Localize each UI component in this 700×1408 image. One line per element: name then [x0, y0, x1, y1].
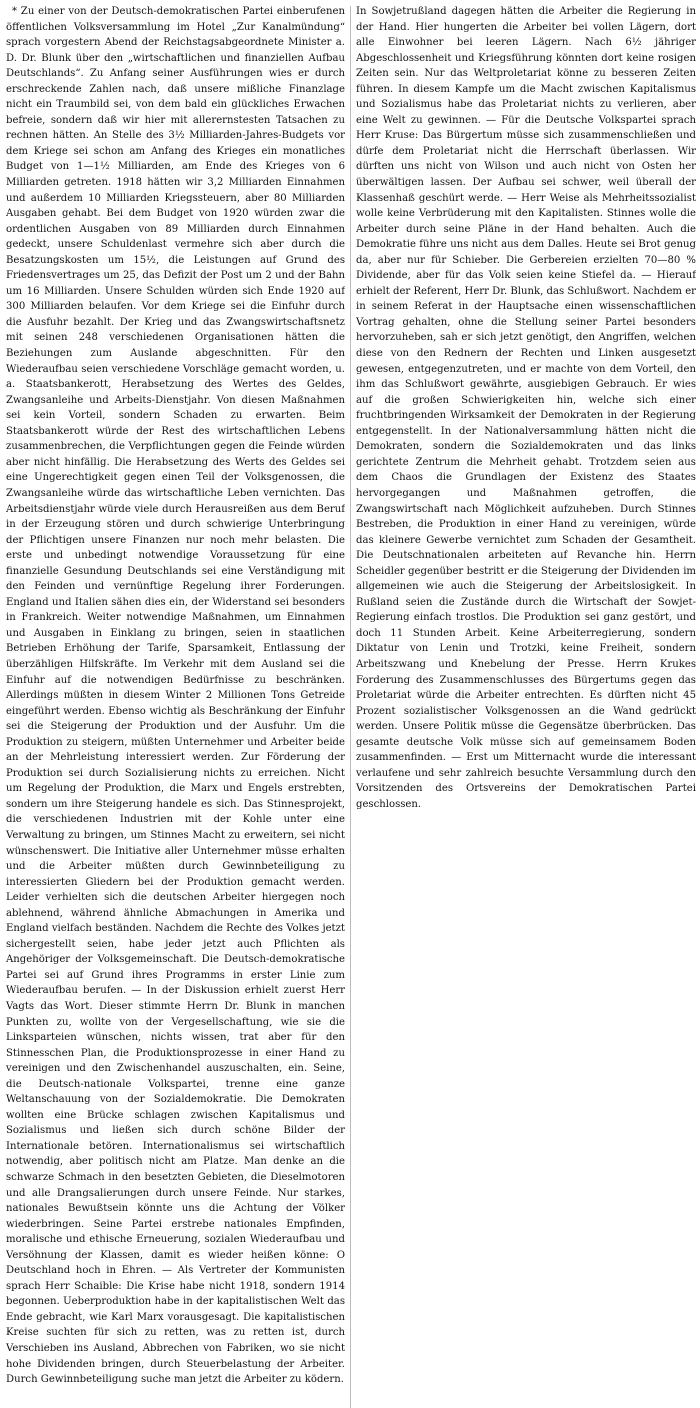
left-column	[6, 4, 345, 1408]
right-column-text: In Sowjetrußland dagegen hätten die Arbeiter die Regierung in der Hand. Hier hungerten die Arbeiter bei vollen Lägern, dort alle Einwohner bei leeren Lägern. Nach 6½ jähriger Abgeschlossenheit und Kriegsführung könnten dort keine rosigen Zeiten sein. Nur das Weltproletariat könne zu besseren Zeiten führen. In diesem Kampfe um die Macht zwischen Kapitalismus und Sozialismus habe das Proletariat nichts zu verlieren, aber eine Welt zu gewinnen. — Für die Deutsche Volkspartei sprach Herr Kruse: Das Bürgertum müsse sich zusammenschließen und dürfe dem Proletariat nicht die Herrschaft überlassen. Wir dürften uns nicht von Wilson und auch nicht von Osten her überwältigen lassen. Der Aufbau sei schwer, weil überall der Klassenhaß geschürt werde. — Herr Weise als Mehrheitssozialist wolle keine Verbrüderung mit den Kapitalisten. Stinnes wolle die Arbeiter durch seine Pläne in der Hand behalten. Auch die Demokratie führe uns nicht aus dem Dalles. Heute sei Brot genug da, aber nur für Schieber. Die Gerbereien erzielten 70—80 % Dividende, aber für das Volk seien keine Stiefel da. — Hierauf erhielt der Referent, Herr Dr. Blunk, das Schlußwort. Nachdem er in seinem Referat in der Hauptsache einen wissenschaftlichen Vortrag gehalten, ohne die Stellung seiner Partei besonders hervorzuheben, sah er sich jetzt genötigt, den Angriffen, welchen diese von den Rednern der Rechten und Linken ausgesetzt gewesen, entgegenzutreten, und er machte von dem Vorteil, den ihm das Schlußwort gewährte, ausgiebigen Gebrauch. Er wies auf die großen Schwierigkeiten hin, welche sich einer fruchtbringenden Wirksamkeit der Demokraten in der Regierung entgegenstellt. In der Nationalversammlung hätten nicht die Demokraten, sondern die Sozialdemokraten und das links gerichtete Zentrum die Mehrheit gehabt. Trotzdem seien aus dem Chaos die Grundlagen der Existenz des Staates hervorgegangen und Maßnahmen getroffen, die Zwangswirtschaft nach Möglichkeit aufzuheben. Durch Stinnes Bestreben, die Produktion in einer Hand zu vereinigen, würde das kleinere Gewerbe vernichtet zum Schaden der Gesamtheit. Die Deutschnationalen arbeiteten auf Revanche hin. Herrn Scheidler gegenüber bestritt er die Steigerung der Dividenden im allgemeinen wie auch die Steigerung der Arbeitslosigkeit. In Rußland seien die Zustände durch die Wirtschaft der Sowjet-Regierung einfach trostlos. Die Produktion sei ganz gestört, und doch 11 Stunden Arbeit. Keine Arbeiterregierung, sondern Diktatur von Lenin und Trotzki, keine Freiheit, sondern Arbeitszwang und Knebelung der Presse. Herrn Krukes Forderung des Zusammenschlusses des Bürgertums gegen das Proletariat würde die Arbeiter entrechten. Es dürften nicht 45 Prozent sozialistischer Volksgenossen an die Wand gedrückt werden. Unsere Politik müsse die Gegensätze überbrücken. Das gesamte deutsche Volk müsse sich auf gemeinsamem Boden zusammenfinden. — Erst um Mitternacht wurde die interessant verlaufene und sehr zahlreich besuchte Versammlung durch den Vorsitzenden des Ortsvereins der Demokratischen Partei geschlossen.	[356, 6, 696, 810]
column-divider	[350, 6, 351, 1408]
right-column	[356, 4, 696, 1408]
left-column-text: * Zu einer von der Deutsch-demokratischen Partei einberufenen öffentlichen Volksversammlung im Hotel „Zur Kanalmündung“ sprach vorgestern Abend der Reichstagsabgeordnete Minister a. D. Dr. Blunk über den „wirtschaftlichen und finanziellen Aufbau Deutschlands“. Zu Anfang seiner Ausführungen wies er durch erschreckende Zahlen nach, daß unsere mißliche Finanzlage nicht ein Traumbild sei, von dem bald ein glückliches Erwachen befreie, sondern daß wir hier mit allerernstesten Tatsachen zu rechnen hätten. An Stelle des 3½ Milliarden-Jahres-Budgets vor dem Kriege sei schon am Anfang des Krieges ein monatliches Budget von 1—1½ Milliarden, am Ende des Krieges von 6 Milliarden getreten. 1918 hätten wir 3,2 Milliarden Einnahmen und außerdem 10 Milliarden Kriegssteuern, aber 80 Milliarden Ausgaben gehabt. Bei dem Budget von 1920 würden zwar die ordentlichen Ausgaben von 89 Milliarden durch Einnahmen gedeckt, unsere Schuldenlast vermehre sich aber durch die Besatzungskosten um 15½, die Leistungen auf Grund des Friedensvertrages um 25, das Defizit der Post um 2 und der Bahn um 16 Milliarden. Unsere Schulden würden sich Ende 1920 auf 300 Milliarden belaufen. Vor dem Kriege sei die Einfuhr durch die Ausfuhr bezahlt. Der Krieg und das Zwangswirtschaftsnetz mit seinen 248 verschiedenen Organisationen hätten die Beziehungen zum Auslande abgeschnitten. Für den Wiederaufbau seien verschiedene Vorschläge gemacht worden, u. a. Staatsbankerott, Herabsetzung des Wertes des Geldes, Zwangsanleihe und Arbeits-Dienstjahr. Von diesen Maßnahmen sei kein Vorteil, sondern Schaden zu erwarten. Beim Staatsbankerott würde der Rest des wirtschaftlichen Lebens zusammenbrechen, die Verpflichtungen gegen die Feinde würden aber nicht hinfällig. Die Herabsetzung des Werts des Geldes sei eine Ungerechtigkeit gegen einen Teil der Volksgenossen, die Zwangsanleihe würde das wirtschaftliche Leben vernichten. Das Arbeitsdienstjahr würde viele durch Herausreißen aus dem Beruf in der Erzeugung stören und durch schwierige Unterbringung der Pflichtigen unsere Finanzen nur noch mehr belasten. Die erste und unbedingt notwendige Voraussetzung für eine finanzielle Gesundung Deutschlands sei eine Verständigung mit den Feinden und vernünftige Regelung ihrer Forderungen. England und Italien sähen dies ein, der Widerstand sei besonders in Frankreich. Weiter notwendige Maßnahmen, um Einnahmen und Ausgaben in Einklang zu bringen, seien in staatlichen Betrieben Erhöhung der Tarife, Sparsamkeit, Entlassung der überzähligen Hilfskräfte. Im Verkehr mit dem Ausland sei die Einfuhr auf die notwendigen Bedürfnisse zu beschränken. Allerdings müßten in diesem Winter 2 Millionen Tons Getreide eingeführt werden. Ebenso wichtig als Beschränkung der Einfuhr sei die Steigerung der Produktion und der Ausfuhr. Um die Produktion zu steigern, müßten Unternehmer und Arbeiter beide an der Mehrleistung interessiert werden. Zur Förderung der Produktion sei durch Sozialisierung nichts zu erreichen. Nicht um Regelung der Produktion, die Marx und Engels erstrebten, sondern um ihre Steigerung handele es sich. Das Stinnesprojekt, die verschiedenen Industrien mit der Kohle unter eine Verwaltung zu bringen, um Stinnes Macht zu erweitern, sei nicht wünschenswert. Die Initiative aller Unternehmer müsse erhalten und die Arbeiter müßten durch Gewinnbeteiligung zu interessierten Gliedern bei der Produktion gemacht werden. Leider verhielten sich die deutschen Arbeiter hiergegen noch ablehnend, während ähnliche Abmachungen in Amerika und England vielfach beständen. Nachdem die Rechte des Volkes jetzt sichergestellt seien, habe jeder jetzt auch Pflichten als Angehöriger der Volksgemeinschaft. Die Deutsch-demokratische Partei sei auf Grund ihres Programms in erster Linie zum Wiederaufbau berufen. — In der Diskussion erhielt zuerst Herr Vagts das Wort. Dieser stimmte Herrn Dr. Blunk in manchen Punkten zu, wollte von der Vergesellschaftung, wie sie die Linksparteien wünschen, nichts wissen, trat aber für den Stinnesschen Plan, die Produktionsprozesse in einer Hand zu vereinigen und den Zwischenhandel auszuschalten, ein. Seine, die Deutsch-nationale Volkspartei, trenne eine ganze Weltanschauung von der Sozialdemokratie. Die Demokraten wollten eine Brücke schlagen zwischen Kapitalismus und Sozialismus und ließen sich durch schöne Bilder der Internationale betören. Internationalismus sei wirtschaftlich notwendig, aber politisch nicht am Platze. Man denke an die schwarze Schmach in den besetzten Gebieten, die Dieselmotoren und alle Drangsalierungen durch unsere Feinde. Nur starkes, nationales Bewußtsein könnte uns die Achtung der Völker wiederbringen. Seine Partei erstrebe nationales Empfinden, moralische und ethische Erneuerung, sozialen Wiederaufbau und Versöhnung der Klassen, damit es wieder heißen könne: O Deutschland hoch in Ehren. — Als Vertreter der Kommunisten sprach Herr Schaible: Die Krise habe nicht 1918, sondern 1914 begonnen. Ueberproduktion habe in der kapitalistischen Welt das Ende gebracht, wie Karl Marx vorausgesagt. Die kapitalistischen Kreise suchten für sich zu retten, was zu retten ist, durch Verschieben ins Ausland, Abbrechen von Fabriken, wo sie nicht hohe Dividenden bringen, durch Steuerbelastung der Arbeiter. Durch Gewinnbeteiligung suche man jetzt die Arbeiter zu ködern.	[6, 6, 345, 1386]
article-columns	[6, 4, 696, 1408]
